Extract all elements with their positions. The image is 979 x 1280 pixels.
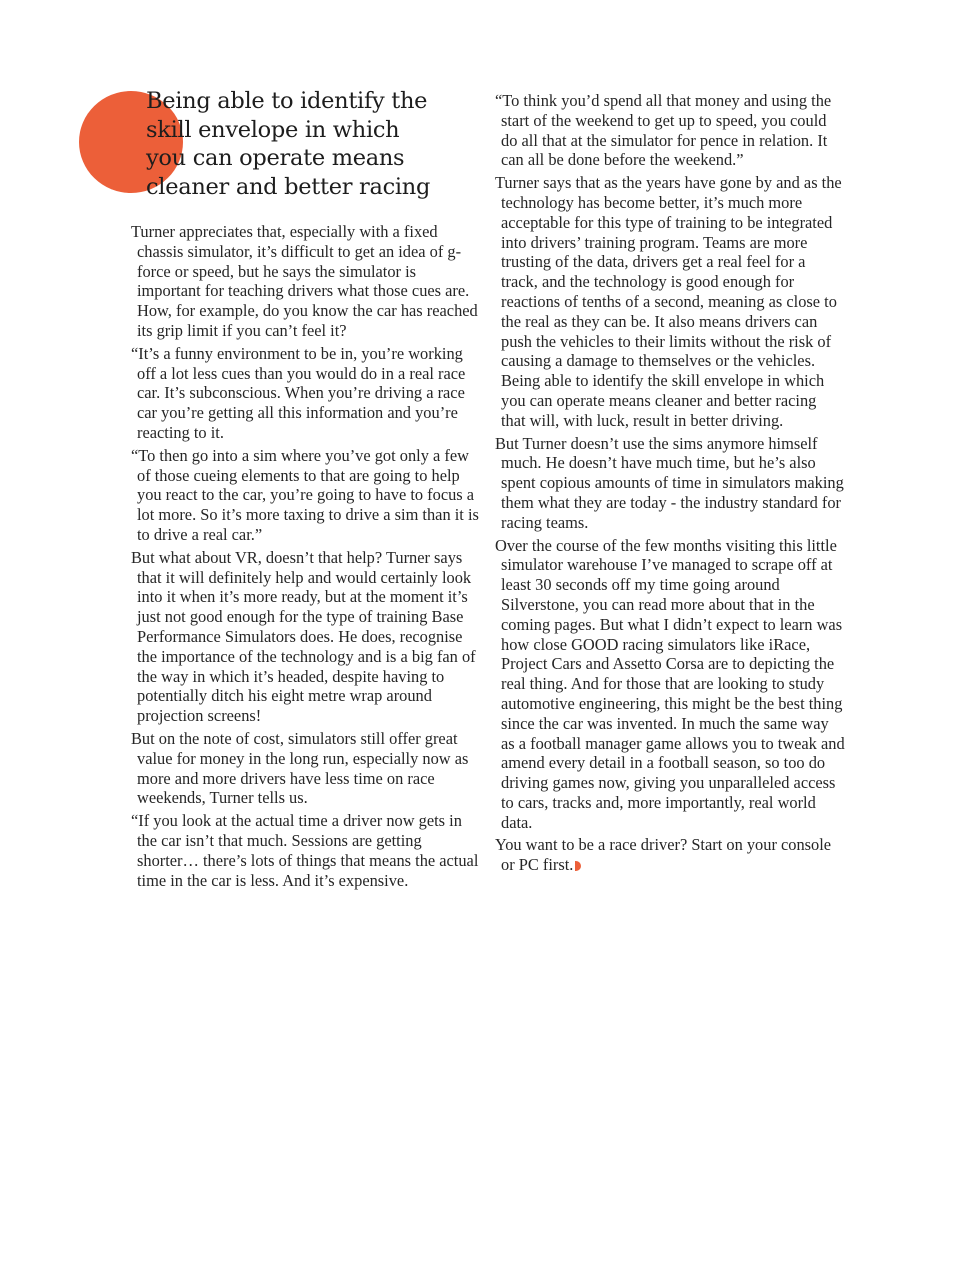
end-of-article-icon — [575, 861, 581, 871]
paragraph: “To then go into a sim where you’ve got only a few of those cueing elements to that are going to help you react to the car, you’re going to have to focus a lot more. So it’s more taxing to drive a sim than it is to drive a real car.” — [131, 445, 479, 544]
paragraph: Over the course of the few months visiting this little simulator warehouse I’ve managed to scrape off at least 30 seconds off my time going around Silverstone, you can read more about that in the coming pages. But what I didn’t expect to learn was how close GOOD racing simulators like iRace, Project Cars and Assetto Corsa are to depicting the real thing. And for those that are looking to study automotive engineering, this might be the best thing since the car was invented. In much the same way as a football manager game allows you to tweak and amend every detail in a football season, so too do driving games now, giving you unparalleled access to cars, tracks and, more importantly, real world data. — [495, 535, 845, 832]
paragraph: Turner says that as the years have gone by and as the technology has become better, it’s much more acceptable for this type of training to be integrated into drivers’ training program. Teams are more trusting of the data, drivers get a real feel for a track, and the technology is good enough for reactions of tenths of a second, meaning as close to the real as they can be. It also means drivers can push the vehicles to their limits without the risk of causing a damage to themselves or the vehicles. Being able to identify the skill envelope in which you can operate means cleaner and better racing that will, with luck, result in better driving. — [495, 173, 842, 430]
paragraph: But Turner doesn’t use the sims anymore himself much. He doesn’t have much time, but he’s also spent copious amounts of time in simulators making them what they are today - the industry standard for racing teams. — [495, 433, 844, 532]
paragraph: “It’s a funny environment to be in, you’re working off a lot less cues than you would do in a real race car. It’s subconscious. When you’re driving a race car you’re getting all this information and you’re reacting to it. — [131, 343, 466, 442]
pullquote: Being able to identify the skill envelope in which you can operate means cleaner and better racing — [146, 88, 431, 200]
paragraph: “If you look at the actual time a driver now gets in the car isn’t that much. Sessions are getting shorter… there’s lots of things that means the actual time in the car is less. And it’s expensive. — [131, 811, 479, 890]
paragraph: But what about VR, doesn’t that help? Turner says that it will definitely help and would certainly look into it when it’s more ready, but at the moment it’s just not good enough for the type of training Base Performance Simulators does. He does, recognise the importance of the technology and is a big fan of the way in which it’s headed, despite having to potentially ditch his eight metre wrap around projection screens! — [131, 547, 476, 726]
final-paragraph-text: You want to be a race driver? Start on your console or PC first. — [495, 835, 832, 875]
paragraph: “To think you’d spend all that money and using the start of the weekend to get up to speed, you could do all that at the simulator for pence in relation. It can all be done before the weekend.” — [495, 91, 832, 170]
final-paragraph — [495, 835, 845, 875]
article-column-right — [495, 91, 845, 878]
paragraph: Turner appreciates that, especially with a fixed chassis simulator, it’s difficult to get an idea of g-force or speed, but he says the simulator is important for teaching drivers what those cues are. How, for example, do you know the car has reached its grip limit if you can’t feel it? — [131, 222, 478, 340]
paragraph: But on the note of cost, simulators still offer great value for money in the long run, especially now as more and more drivers have less time on race weekends, Turner tells us. — [131, 728, 469, 808]
article-column-left — [131, 222, 481, 893]
